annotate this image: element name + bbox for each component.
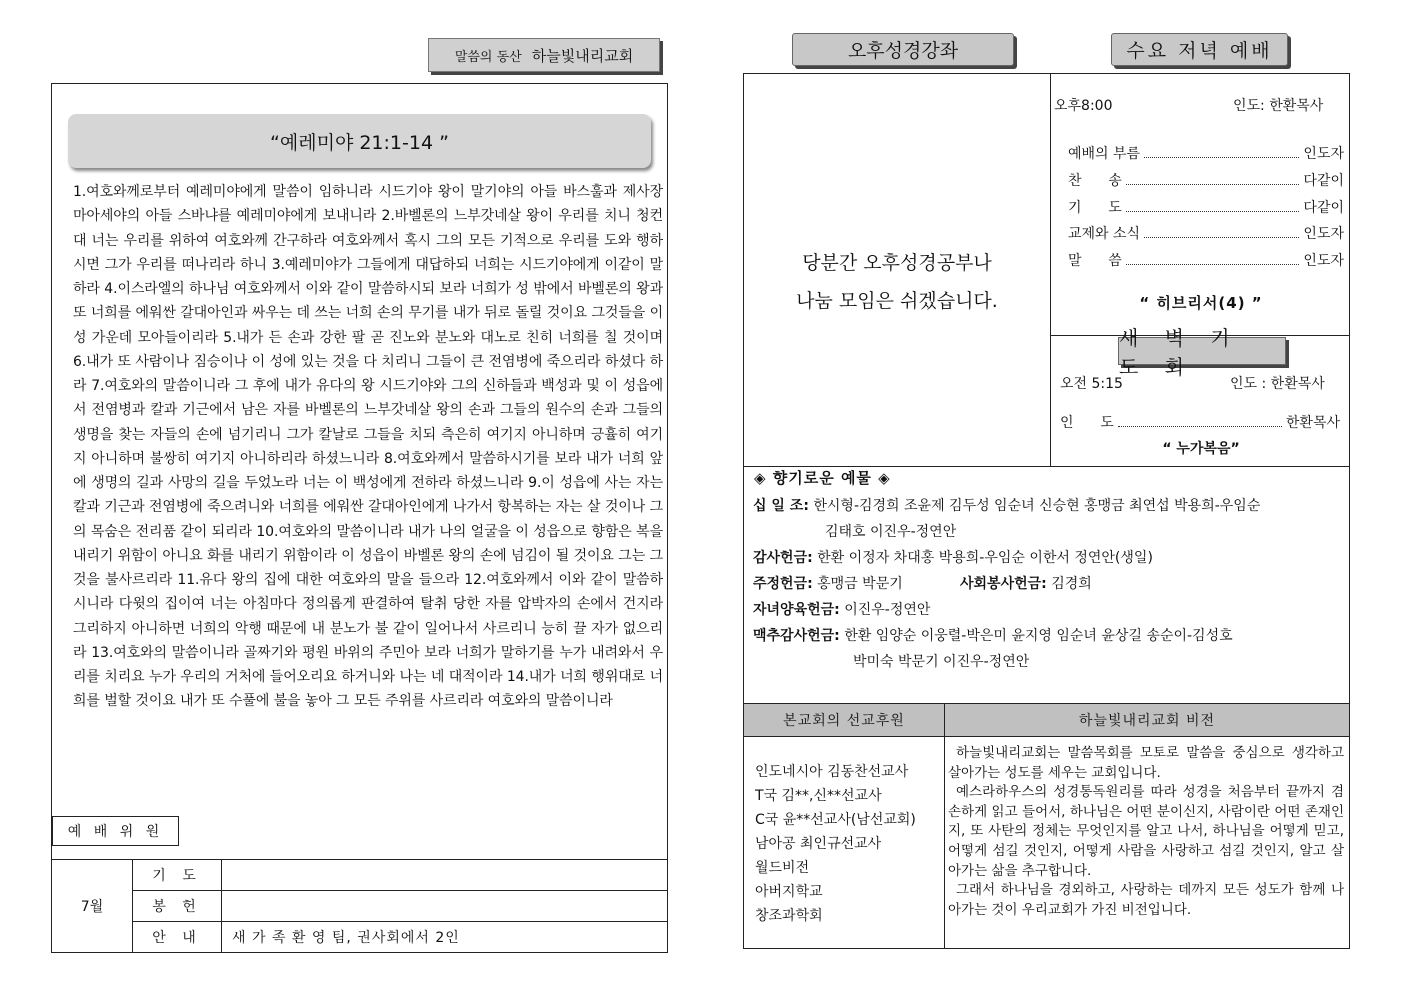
mission-list [745,738,943,928]
list-item: 인도네시아 김동찬선교사 [755,764,909,780]
offering-names: 박미숙 박문기 이진우-정연안 [853,654,1030,670]
mission-cell [744,737,945,949]
church-motto: 말씀의 동산 [454,49,522,65]
church-name-badge [428,38,660,72]
offering-harvest [753,625,1233,645]
order-label: 예배의 부름 [1068,146,1141,162]
leader-dots [1126,211,1300,212]
order-item [1068,170,1344,190]
worship-committee-label: 예 배 위 원 [52,816,179,846]
dawn-sermon-text: “ 누가복음” [1162,441,1240,457]
table-row [52,922,668,953]
offering-names: 이진우-정연안 [839,602,931,618]
vision-text [946,738,1348,920]
duty-month: 7월 [52,860,133,953]
table-row [52,860,668,891]
table-row [744,704,1350,737]
offering-title: ◈ 향기로운 예물 ◈ [754,469,891,487]
offering-label: 십 일 조: [753,498,809,514]
leader-dots [1126,264,1300,265]
mission-header: 본교회의 선교후원 [744,704,945,737]
dawn-prayer-title: 새 벽 기 도 회 [1119,326,1240,379]
order-item [1068,143,1344,163]
wednesday-sermon-text: “ 히브리서(4) ” [1139,294,1263,312]
table-row [744,737,1350,949]
afternoon-class-notice [745,244,1049,320]
order-label: 찬 송 [1068,173,1122,189]
afternoon-bible-class-header [792,33,1014,66]
offering-children [753,599,930,619]
list-item: 남아공 최인규선교사 [755,836,882,852]
list-item: 창조과학회 [755,908,823,924]
dawn-time: 오전 5:15 [1060,376,1123,392]
duty-role: 봉 헌 [133,891,222,922]
mission-vision-table [743,703,1350,949]
offering-names: 한시형-김경희 조윤제 김두성 임순녀 신승현 홍맹금 최연섭 박용희-우임순 [808,498,1261,514]
list-item: T국 김**,신**선교사 [755,788,882,804]
scripture-title [68,114,651,168]
leader-dots [1126,184,1300,185]
dawn-prayer-header [1118,326,1286,379]
order-item [1068,223,1344,243]
order-item [1068,197,1344,217]
vision-paragraph: 그래서 하나님을 경외하고, 사랑하는 데까지 모든 성도가 함께 나아가는 것이 우리교회가 가진 비전입니다. [948,882,1344,918]
leader-dots [1144,237,1299,238]
order-who: 다같이 [1303,200,1344,216]
dawn-leader: 인도 : 한환목사 [1230,376,1325,392]
scripture-text: 1.여호와께로부터 예레미야에게 말씀이 임하니라 시드기야 왕이 말기야의 아들 바스훌과 제사장 마아세야의 아들 스바냐를 예레미야에게 보내니라 2.바벨론의 느부갓네살 왕이 우리를 치니 청컨대 너는 우리를 위하여 여호와께 간구하라 여호와께서 혹시 그의 모든 기적으로 우리를 도와 행하시면 그가 우리를 떠나리라 하니 3.예레미야가 그들에게 대답하되 너희는 시드기야에게 이같이 말하라 4.이스라엘의 하나님 여호와께서 이와 같이 말씀하시되 보라 너희가 성 밖에서 바벨론의 왕과 또 너희를 에워싼 갈대아인과 싸우는 데 쓰는 너희 손의 무기를 내가 뒤로 돌릴 것이요 그것들을 이 성 가운데 모아들이리라 5.내가 든 손과 강한 팔 곧 진노와 분노와 대노로 친히 너희를 칠 것이며 6.내가 또 사람이나 짐승이나 이 성에 있는 것을 다 치리니 그들이 큰 전염병에 죽으리라 하셨다 하라 7.여호와의 말씀이니라 그 후에 내가 유다의 왕 시드기야와 그의 신하들과 백성과 및 이 성읍에서 전염병과 칼과 기근에서 남은 자를 바벨론의 느부갓네살 왕의 손과 그들의 원수의 손과 그들의 생명을 찾는 자들의 손에 넘기리니 그가 칼날로 그들을 치되 측은히 여기지 아니하며 긍휼히 여기지 아니하며 불쌍히 여기지 아니하리라 하셨느니라 8.여호와께서 말씀하시기를 보라 내가 너희 앞에 생명의 길과 사망의 길을 두었노라 너는 이 백성에게 전하라 하셨느니라 9.이 성읍에 사는 자는 칼과 기근과 전염병에 죽으려니와 너희를 에워싼 갈대아인에게 나가서 항복하는 자는 살 것이나 그의 목숨은 전리품 같이 되리라 10.여호와의 말씀이니라 내가 나의 얼굴을 이 성읍으로 향함은 복을 내리기 위함이 아니요 화를 내리기 위함이라 이 성읍이 바벨론 왕의 손에 넘김이 될 것이요 그는 그것을 불사르리라 11.유다 왕의 집에 대한 여호와의 말을 들으라 12.여호와께서 이와 같이 말씀하시니라 다윗의 집이여 너는 아침마다 정의롭게 판결하여 탈취 당한 자를 압박자의 손에서 건지라 그리하지 아니하면 너희의 악행 때문에 내 분노가 불 같이 일어나서 사르리니 능히 끌 자가 없으리라 13.여호와의 말씀이니라 골짜기와 평원 바위의 주민아 보라 너희가 말하기를 누가 내려와서 우리를 치리요 누가 우리의 거처에 들어오리요 하거니와 나는 네 대적이라 14.내가 너희 행위대로 너희를 벌할 것이요 내가 또 수풀에 불을 놓아 그 모든 주위를 사르리라 여호와의 말씀이니라 [73,184,663,710]
afternoon-bible-class-title: 오후성경강좌 [847,40,959,62]
notice-line: 당분간 오후성경공부나 [802,252,992,274]
vision-cell [945,737,1350,949]
worship-committee-table [51,859,668,953]
list-item: 월드비전 [755,860,810,876]
wednesday-service-title: 수요 저녁 예배 [1126,40,1273,62]
order-who: 한환목사 [1285,415,1340,431]
church-name: 하늘빛내리교회 [531,46,634,65]
wednesday-time: 오후8:00 [1054,98,1113,114]
wednesday-leader: 인도: 한환목사 [1233,98,1324,114]
order-label: 말 씀 [1068,253,1122,269]
notice-line: 나눔 모임은 쉬겠습니다. [796,290,998,312]
offering-label: 자녀양육헌금: [753,602,840,618]
offering-tithe [753,495,1260,515]
offering-social [960,573,1092,593]
list-item: 아버지학교 [755,884,823,900]
vision-header: 하늘빛내리교회 비전 [945,704,1350,737]
duty-value: 새 가 족 환 영 팀, 권사회에서 2인 [222,922,668,953]
offering-thanks [753,547,1153,567]
duty-value [222,860,668,891]
list-item: C국 윤**선교사(남선교회) [755,812,916,828]
offering-names: 홍맹금 박문기 [812,576,903,592]
order-who: 인도자 [1303,253,1344,269]
offering-names: 한환 이정자 차대홍 박용희-우임순 이한서 정연안(생일) [812,550,1153,566]
offering-names: 한환 임양순 이웅렬-박은미 윤지영 임순녀 윤상길 송순이-김성호 [839,628,1233,644]
order-who: 다같이 [1303,173,1344,189]
duty-role: 안 내 [133,922,222,953]
order-who: 인도자 [1303,146,1344,162]
offering-label: 사회봉사헌금: [960,576,1047,592]
offering-main [753,573,903,593]
order-who: 인도자 [1303,226,1344,242]
order-label: 기 도 [1068,200,1122,216]
leader-dots [1118,426,1282,427]
dawn-order-item [1060,412,1340,432]
duty-value [222,891,668,922]
offering-names: 김경희 [1046,576,1092,592]
vision-paragraph: 예스라하우스의 성경통독원리를 따라 성경을 처음부터 끝까지 겸손하게 읽고 들어서, 하나님은 어떤 분이신지, 사람이란 어떤 존재인지, 또 사탄의 정체는 무엇인지를 알고 나서, 하나님을 어떻게 믿고, 어떻게 섬길 것인지, 어떻게 사람을 사랑하고 섬길 것인지, 알고 살아가는 삶을 추구합니다. [948,784,1344,879]
order-label: 교제와 소식 [1068,226,1141,242]
offering-label: 감사헌금: [753,550,813,566]
leader-dots [1144,157,1299,158]
duty-role: 기 도 [133,860,222,891]
divider [1050,73,1051,466]
order-label: 인 도 [1060,415,1114,431]
offering-label: 맥추감사헌금: [753,628,840,644]
order-item [1068,250,1344,270]
vision-paragraph: 하늘빛내리교회는 말씀목회를 모토로 말씀을 중심으로 생각하고 살아가는 성도를 세우는 교회입니다. [948,745,1344,781]
scripture-title-text: “예레미야 21:1-14 ” [270,131,449,154]
wednesday-service-header [1111,33,1288,66]
table-row [52,891,668,922]
offering-label: 주정헌금: [753,576,813,592]
offering-names: 김태호 이진우-정연안 [825,524,957,540]
